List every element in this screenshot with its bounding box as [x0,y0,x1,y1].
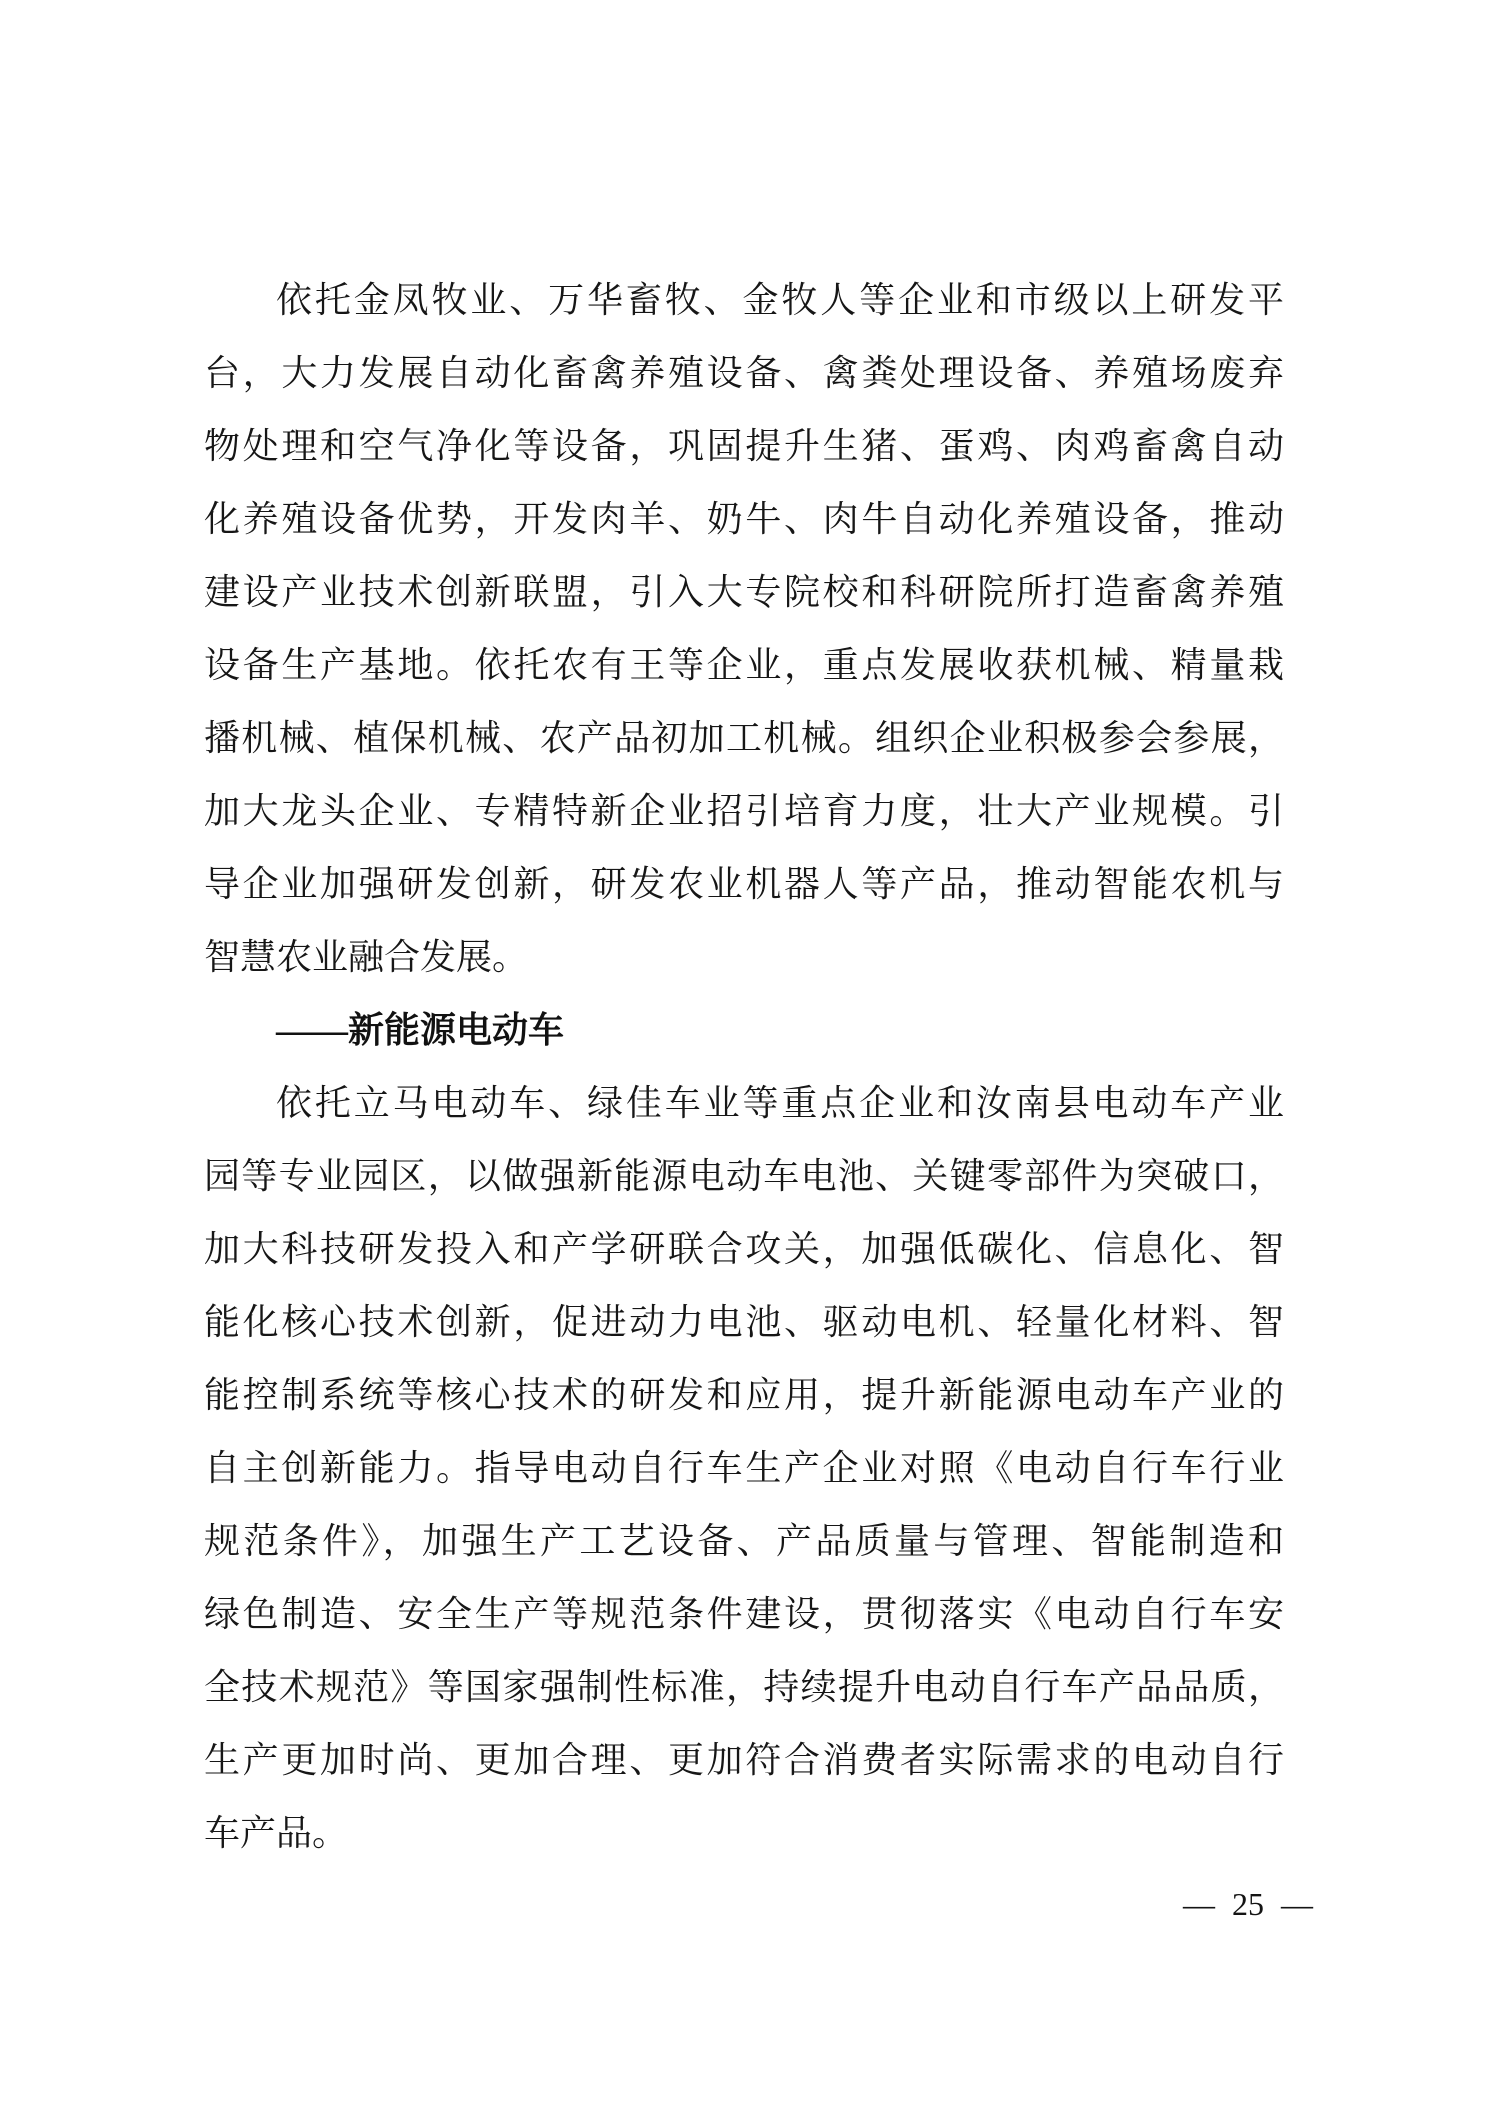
paragraph2-line: 园等专业园区，以做强新能源电动车电池、关键零部件为突破口， [204,1156,1284,1196]
paragraph2-line: 依托立马电动车、绿佳车业等重点企业和汝南县电动车产业 [276,1083,1284,1123]
paragraph1-line: 建设产业技术创新联盟，引入大专院校和科研院所打造畜禽养殖 [204,572,1284,612]
footer-right-dash: — [1281,1886,1313,1922]
paragraph1-line: 物处理和空气净化等设备，巩固提升生猪、蛋鸡、肉鸡畜禽自动 [204,426,1284,466]
paragraph2-line: 能化核心技术创新，促进动力电池、驱动电机、轻量化材料、智 [204,1302,1284,1342]
paragraph1-line: 设备生产基地。依托农有王等企业，重点发展收获机械、精量栽 [204,645,1284,685]
paragraph2-line: 能控制系统等核心技术的研发和应用，提升新能源电动车产业的 [204,1375,1284,1415]
footer-left-dash: — [1183,1886,1215,1922]
paragraph1-line: 播机械、植保机械、农产品初加工机械。组织企业积极参会参展， [204,718,1284,758]
paragraph1-line: 加大龙头企业、专精特新企业招引培育力度，壮大产业规模。引 [204,791,1284,831]
paragraph1-line: 台，大力发展自动化畜禽养殖设备、禽粪处理设备、养殖场废弃 [204,353,1284,393]
paragraph1-line: 化养殖设备优势，开发肉羊、奶牛、肉牛自动化养殖设备，推动 [204,499,1284,539]
paragraph2-line: 全技术规范》等国家强制性标准，持续提升电动自行车产品品质， [204,1667,1284,1707]
page-number: 25 [1232,1886,1264,1922]
paragraph2-line: 规范条件》，加强生产工艺设备、产品质量与管理、智能制造和 [204,1521,1284,1561]
section-heading: ——新能源电动车 [276,1010,565,1050]
paragraph2-line: 自主创新能力。指导电动自行车生产企业对照《电动自行车行业 [204,1448,1284,1488]
paragraph2-line: 加大科技研发投入和产学研联合攻关，加强低碳化、信息化、智 [204,1229,1284,1269]
page-footer [1183,1884,1313,1924]
paragraph1-line: 依托金凤牧业、万华畜牧、金牧人等企业和市级以上研发平 [276,280,1284,320]
paragraph1-line: 导企业加强研发创新，研发农业机器人等产品，推动智能农机与 [204,864,1284,904]
paragraph2-line: 生产更加时尚、更加合理、更加符合消费者实际需求的电动自行 [204,1740,1284,1780]
paragraph2-line: 车产品。 [204,1813,349,1853]
paragraph2-line: 绿色制造、安全生产等规范条件建设，贯彻落实《电动自行车安 [204,1594,1284,1634]
document-body [204,264,1284,1870]
paragraph1-line: 智慧农业融合发展。 [204,937,529,977]
